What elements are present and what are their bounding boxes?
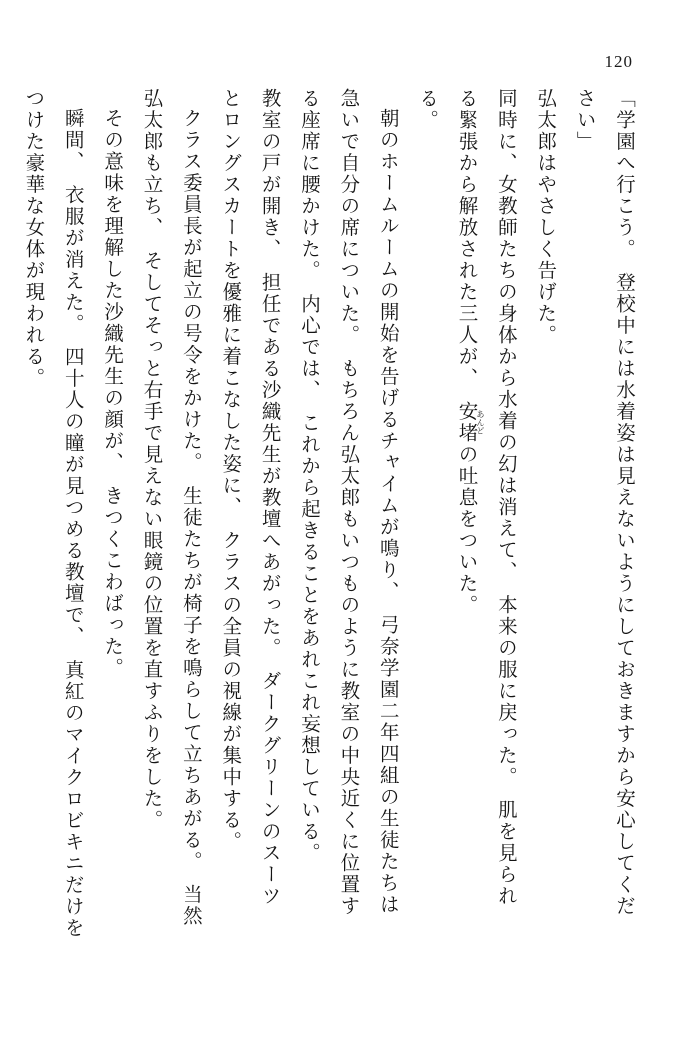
text-line: 「学園へ行こう。 登校中には水着姿は見えないようにしておきますから安心してくだ	[613, 88, 634, 917]
text-line: 教室の戸が開き、 担任である沙織先生が教壇へあがった。 ダークグリーンのスーツ	[258, 88, 280, 907]
body-text	[22, 88, 643, 988]
text-line: 弘太郎も立ち、 そしてそっと右手で見えない眼鏡の位置を直すふりをした。	[140, 88, 162, 831]
text-line: 瞬間、 衣服が消えた。 四十人の瞳が見つめる教壇で、 真紅のマイクロビキニだけを	[61, 107, 83, 939]
text-line: とロングスカートを優雅に着こなした姿に、 クラスの全員の視線が集中する。	[219, 88, 241, 853]
ruby-annotation: 安堵 あんど	[455, 400, 485, 444]
text-line: その意味を理解した沙織先生の顔が、 きつくこわばった。	[101, 107, 123, 679]
page-number: 120	[604, 52, 633, 71]
text-line: 急いで自分の席についた。 もちろん弘太郎もいつものように教室の中央近くに位置す	[337, 88, 359, 917]
text-line: 朝のホームルームの開始を告げるチャイムが鳴り、 弓奈学園二年四組の生徒たちは	[376, 107, 398, 915]
text-line: さい」	[573, 88, 595, 153]
text-line: る座席に腰かけた。 内心では、 これから起きることをあれこれ妄想している。	[298, 88, 319, 864]
text-line: つけた豪華な女体が現われる。	[22, 88, 44, 389]
text-line: 弘太郎はやさしく告げた。	[534, 88, 556, 346]
text-line: クラス委員長が起立の号令をかけた。 生徒たちが椅子を鳴らして立ちあがる。 当然	[179, 107, 201, 927]
text-line: る緊張から解放された三人が、 安堵 あんどの吐息をついた。	[455, 88, 485, 616]
text-line: る。	[416, 88, 438, 131]
text-line: 同時に、女教師たちの身体から水着の幻は消えて、 本来の服に戻った。 肌を見られ	[494, 88, 516, 907]
